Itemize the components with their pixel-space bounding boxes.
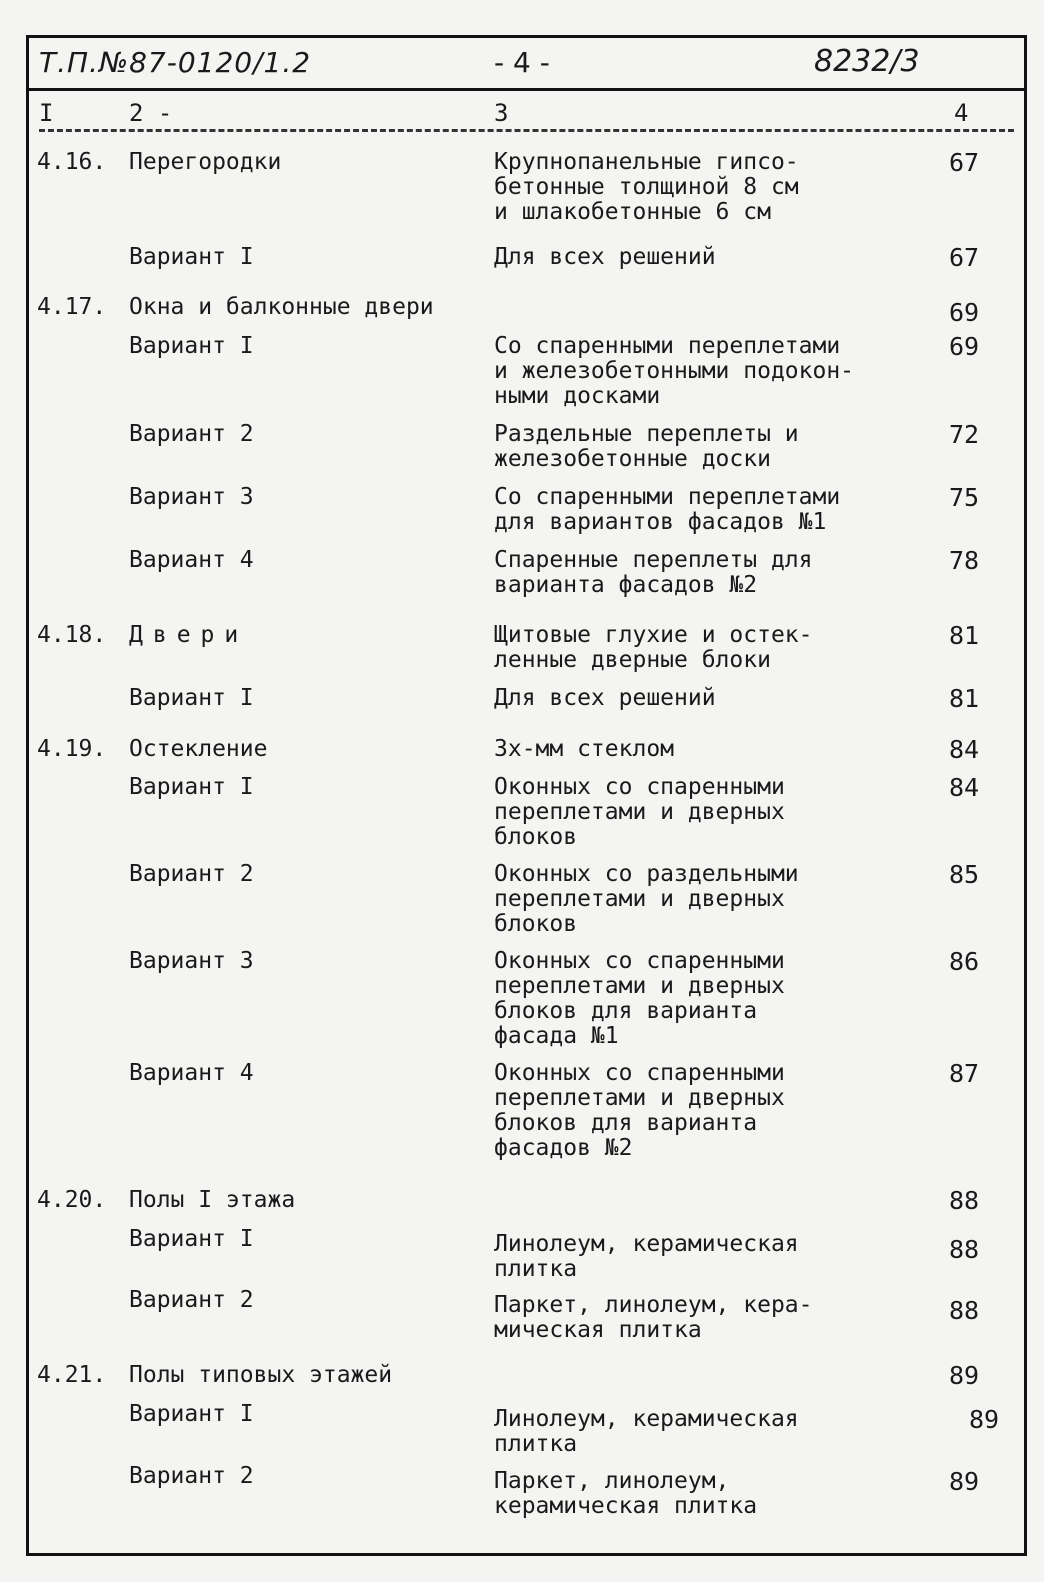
section-description: Со спаренными переплетами для вариантов фасадов №1 <box>494 484 841 535</box>
section-name: Полы типовых этажей <box>129 1362 393 1388</box>
section-number: 4.16. <box>37 149 107 175</box>
page-number: - 4 - <box>494 46 550 79</box>
section-description: 3х-мм стеклом <box>494 736 675 762</box>
section-name: Вариант I <box>129 333 254 359</box>
page-ref: 88 <box>949 1186 980 1215</box>
page-ref: 69 <box>949 298 980 327</box>
page-ref: 85 <box>949 860 980 889</box>
section-name: Вариант I <box>129 1226 254 1252</box>
document-header <box>29 38 1024 91</box>
column-header-1: I <box>39 99 54 127</box>
page-ref: 69 <box>949 332 980 361</box>
page-ref: 72 <box>949 420 980 449</box>
section-description: Для всех решений <box>494 685 716 711</box>
page-ref: 81 <box>949 621 980 650</box>
page-ref: 86 <box>949 947 980 976</box>
section-description: Линолеум, керамическая плитка <box>494 1231 799 1282</box>
section-number: 4.21. <box>37 1362 107 1388</box>
column-header-4: 4 <box>954 99 969 127</box>
section-name: Перегородки <box>129 149 282 175</box>
section-description: Оконных со спаренными переплетами и дверных блоков для варианта фасада №1 <box>494 948 785 1049</box>
section-name: Вариант 2 <box>129 1287 254 1313</box>
section-name: Вариант 4 <box>129 1060 254 1086</box>
section-description: Со спаренными переплетами и железобетонными подокон- ными досками <box>494 333 855 409</box>
page-ref: 89 <box>949 1467 980 1496</box>
section-name: Вариант 3 <box>129 484 254 510</box>
page-ref: 75 <box>949 483 980 512</box>
section-description: Раздельные переплеты и железобетонные доски <box>494 421 799 472</box>
section-description: Оконных со спаренными переплетами и дверных блоков <box>494 774 785 850</box>
section-description: Щитовые глухие и остек- ленные дверные блоки <box>494 622 813 673</box>
section-description: Паркет, линолеум, керамическая плитка <box>494 1468 758 1519</box>
column-header-2: 2 - <box>129 99 173 127</box>
section-number: 4.19. <box>37 736 107 762</box>
page-ref: 88 <box>949 1296 980 1325</box>
section-name: Двери <box>129 622 249 648</box>
page-ref: 67 <box>949 243 980 272</box>
page-ref: 87 <box>949 1059 980 1088</box>
section-name: Вариант 3 <box>129 948 254 974</box>
section-name: Окна и балконные двери <box>129 294 434 320</box>
page-ref: 81 <box>949 684 980 713</box>
section-description: Крупнопанельные гипсо- бетонные толщиной 8 см и шлакобетонные 6 см <box>494 149 799 225</box>
dashed-divider <box>39 129 1014 132</box>
section-name: Вариант 2 <box>129 861 254 887</box>
section-name: Вариант I <box>129 774 254 800</box>
page-ref: 88 <box>949 1235 980 1264</box>
section-number: 4.20. <box>37 1187 107 1213</box>
document-code: Т.П.№87-0120/1.2 <box>39 46 312 79</box>
page-ref: 84 <box>949 735 980 764</box>
section-name: Вариант 2 <box>129 421 254 447</box>
page-ref: 89 <box>969 1405 1000 1434</box>
column-header-row <box>29 93 1024 133</box>
page-ref: 67 <box>949 148 980 177</box>
section-name: Вариант I <box>129 244 254 270</box>
section-number: 4.18. <box>37 622 107 648</box>
section-name: Вариант 4 <box>129 547 254 573</box>
section-description: Паркет, линолеум, кера- мическая плитка <box>494 1292 813 1343</box>
page-ref: 89 <box>949 1361 980 1390</box>
section-description: Линолеум, керамическая плитка <box>494 1406 799 1457</box>
page-ref: 78 <box>949 546 980 575</box>
column-header-3: 3 <box>494 99 509 127</box>
page-ref: 84 <box>949 773 980 802</box>
registry-number: 8232/3 <box>814 44 920 79</box>
section-description: Для всех решений <box>494 244 716 270</box>
section-name: Вариант I <box>129 1401 254 1427</box>
section-name: Вариант I <box>129 685 254 711</box>
section-name: Вариант 2 <box>129 1463 254 1489</box>
section-description: Оконных со раздельными переплетами и дверных блоков <box>494 861 799 937</box>
section-name: Полы I этажа <box>129 1187 296 1213</box>
section-description: Оконных со спаренными переплетами и дверных блоков для варианта фасадов №2 <box>494 1060 785 1161</box>
section-name: Остекление <box>129 736 268 762</box>
document-frame <box>26 35 1027 1556</box>
section-description: Спаренные переплеты для варианта фасадов №2 <box>494 547 813 598</box>
section-number: 4.17. <box>37 294 107 320</box>
